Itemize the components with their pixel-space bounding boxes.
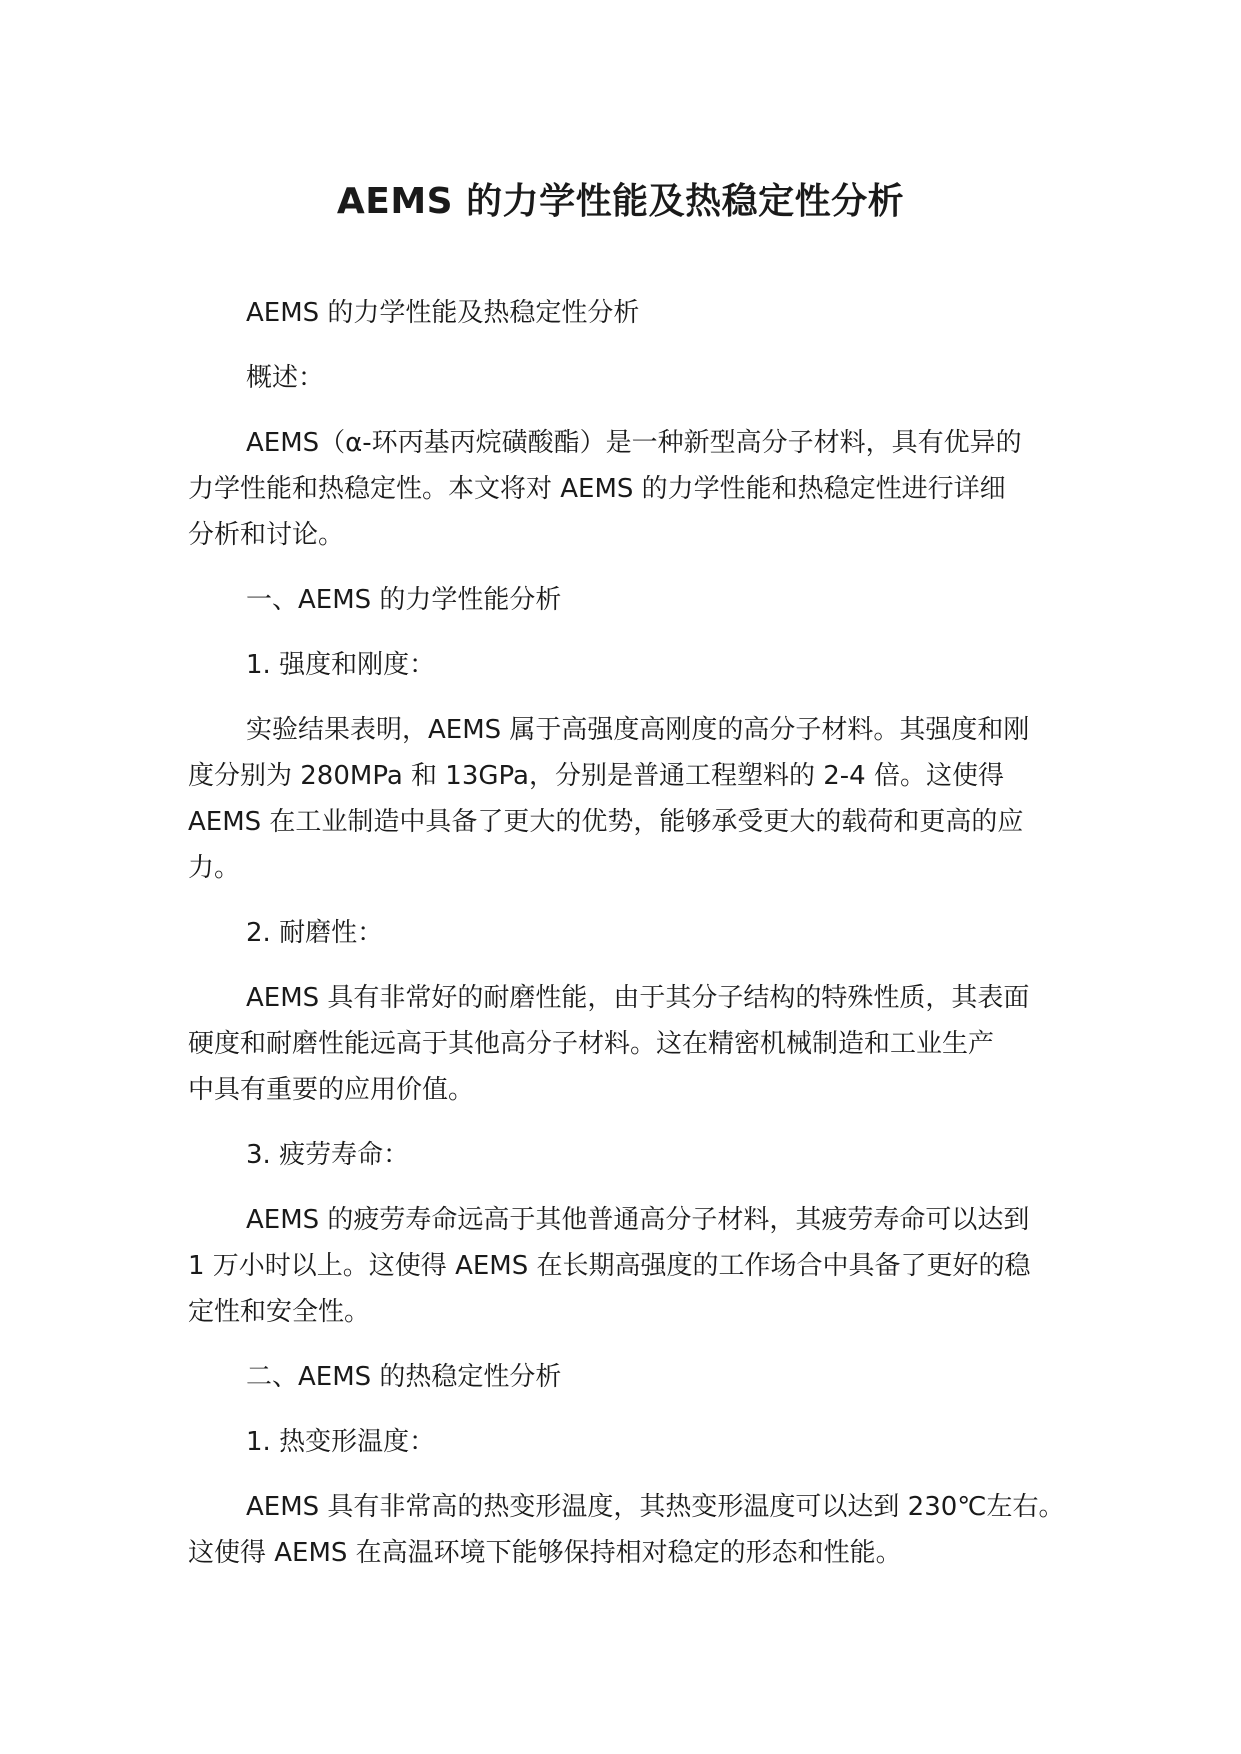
subheading-fatigue bbox=[188, 1132, 1058, 1178]
document-title: AEMS 的力学性能及热稳定性分析 bbox=[336, 181, 905, 222]
subheading-strength bbox=[188, 642, 1058, 688]
paragraph-line: 实验结果表明，AEMS 属于高强度高刚度的高分子材料。其强度和刚 bbox=[246, 715, 1030, 745]
paragraph-line: AEMS（α-环丙基丙烷磺酸酯）是一种新型高分子材料，具有优异的 bbox=[246, 428, 1022, 458]
paragraph-line: 力学性能和热稳定性。本文将对 AEMS 的力学性能和热稳定性进行详细 bbox=[188, 474, 1006, 504]
paragraph-wear bbox=[188, 975, 1058, 1113]
paragraph-line: AEMS 在工业制造中具备了更大的优势，能够承受更大的载荷和更高的应 bbox=[188, 807, 1024, 837]
paragraph-heat-deflection bbox=[188, 1484, 1065, 1576]
paragraph-line: 二、AEMS 的热稳定性分析 bbox=[246, 1362, 562, 1392]
document-body bbox=[188, 290, 1065, 1595]
paragraph-line: 1. 强度和刚度： bbox=[246, 650, 436, 680]
section-heading-mechanical bbox=[188, 577, 1058, 623]
paragraph-strength bbox=[188, 707, 1058, 891]
paragraph-overview bbox=[188, 420, 1058, 558]
paragraph-line: 中具有重要的应用价值。 bbox=[188, 1075, 475, 1105]
paragraph-line: 一、AEMS 的力学性能分析 bbox=[246, 585, 562, 615]
subheading-heat-deflection bbox=[188, 1419, 1058, 1465]
paragraph-line: 1 万小时以上。这使得 AEMS 在长期高强度的工作场合中具备了更好的稳 bbox=[188, 1251, 1031, 1281]
paragraph-line: 概述： bbox=[246, 363, 325, 393]
subheading-wear bbox=[188, 910, 1058, 956]
paragraph-subtitle bbox=[188, 290, 1058, 336]
paragraph-line: 定性和安全性。 bbox=[188, 1297, 371, 1327]
paragraph-line: 分析和讨论。 bbox=[188, 520, 345, 550]
paragraph-line: AEMS 具有非常高的热变形温度，其热变形温度可以达到 230℃左右。 bbox=[246, 1492, 1065, 1522]
paragraph-line: 1. 热变形温度： bbox=[246, 1427, 436, 1457]
section-heading-thermal bbox=[188, 1354, 1058, 1400]
paragraph-fatigue bbox=[188, 1197, 1058, 1335]
paragraph-line: AEMS 的疲劳寿命远高于其他普通高分子材料，其疲劳寿命可以达到 bbox=[246, 1205, 1030, 1235]
paragraph-line: AEMS 具有非常好的耐磨性能，由于其分子结构的特殊性质，其表面 bbox=[246, 983, 1030, 1013]
paragraph-line: 这使得 AEMS 在高温环境下能够保持相对稳定的形态和性能。 bbox=[188, 1538, 902, 1568]
paragraph-line: 3. 疲劳寿命： bbox=[246, 1140, 410, 1170]
paragraph-line: 硬度和耐磨性能远高于其他高分子材料。这在精密机械制造和工业生产 bbox=[188, 1029, 995, 1059]
paragraph-line: 2. 耐磨性： bbox=[246, 918, 384, 948]
paragraph-overview-heading bbox=[188, 355, 1058, 401]
paragraph-line: 度分别为 280MPa 和 13GPa，分别是普通工程塑料的 2-4 倍。这使得 bbox=[188, 761, 1004, 791]
paragraph-line: 力。 bbox=[188, 853, 241, 883]
paragraph-line: AEMS 的力学性能及热稳定性分析 bbox=[246, 298, 640, 328]
